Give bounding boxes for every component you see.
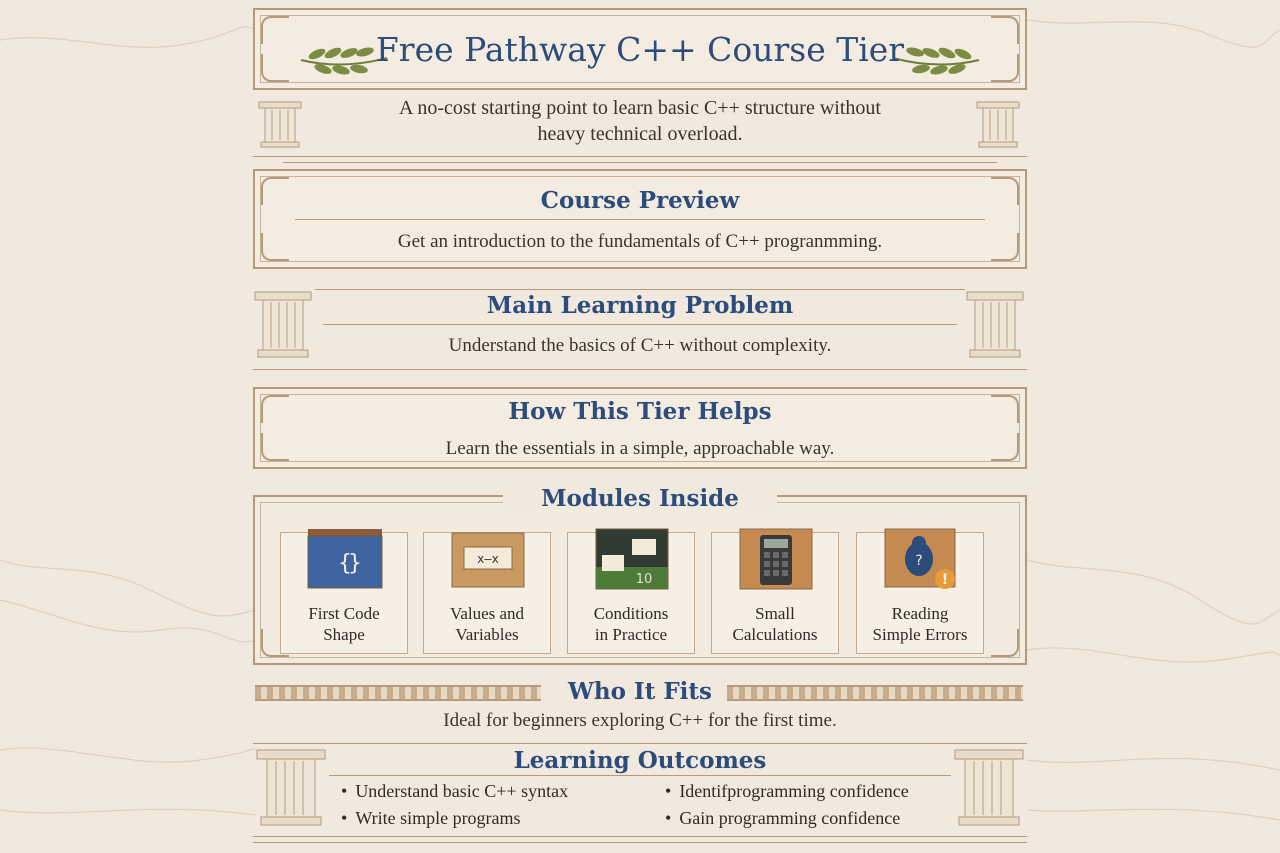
list-item: • Understand basic C++ syntax <box>341 778 568 805</box>
svg-text:{: { <box>338 551 352 576</box>
main-problem-title: Main Learning Problem <box>486 292 794 319</box>
module-label <box>281 603 407 645</box>
subtitle-line-1: A no-cost starting point to learn basic C++ structure without <box>399 97 881 119</box>
learning-outcomes-title: Learning Outcomes <box>513 747 767 774</box>
divider <box>253 836 1027 837</box>
course-preview-text: Get an introduction to the fundamentals of C++ progranmming. <box>397 231 883 252</box>
header-panel <box>253 8 1027 90</box>
course-preview-title: Course Preview <box>540 187 740 214</box>
corner-ornament <box>991 629 1019 657</box>
list-item: • Gain programming confidence <box>665 805 909 832</box>
course-preview-panel <box>253 169 1027 269</box>
module-card[interactable] <box>423 532 551 654</box>
module-label-line: First Code <box>308 604 380 623</box>
svg-text:!: ! <box>941 572 949 588</box>
module-label <box>424 603 550 645</box>
divider <box>283 162 997 163</box>
tier-helps-text: Learn the essentials in a simple, approachable way. <box>445 438 835 459</box>
module-label-line: Conditions <box>593 604 669 623</box>
module-label-line: in Practice <box>594 625 668 644</box>
divider <box>253 369 1027 370</box>
module-label-line: Values and <box>449 604 525 623</box>
module-card[interactable] <box>567 532 695 654</box>
subtitle-line-2: heavy technical overload. <box>537 123 743 145</box>
list-item: • Write simple programs <box>341 805 568 832</box>
outcomes-list-left <box>341 778 568 832</box>
module-card[interactable] <box>856 532 984 654</box>
module-label-line: Variables <box>455 625 519 644</box>
subtitle <box>253 95 1027 147</box>
divider <box>253 842 1027 843</box>
svg-text:?: ? <box>915 553 923 569</box>
module-label <box>857 603 983 645</box>
module-card[interactable] <box>711 532 839 654</box>
module-label <box>568 603 694 645</box>
svg-text:x—x: x—x <box>477 552 499 566</box>
who-it-fits-title: Who It Fits <box>568 678 712 705</box>
module-label-line: Shape <box>323 625 365 644</box>
content-column <box>253 0 1027 853</box>
svg-text:10: 10 <box>635 572 653 587</box>
module-label-line: Reading <box>891 604 949 623</box>
module-label-line: Small <box>755 604 795 623</box>
module-label-line: Calculations <box>732 625 818 644</box>
main-problem-text: Understand the basics of C++ without complexity. <box>448 335 832 356</box>
list-item: • Identifprogramming confidence <box>665 778 909 805</box>
module-label <box>712 603 838 645</box>
calculator-icon <box>738 527 814 593</box>
variables-card-icon <box>450 527 526 593</box>
who-it-fits-text: Ideal for beginners exploring C++ for the first time. <box>443 710 837 731</box>
tier-helps-panel <box>253 387 1027 469</box>
divider <box>315 289 965 290</box>
module-label-line: Simple Errors <box>872 625 968 644</box>
tier-helps-title: How This Tier Helps <box>508 398 772 425</box>
divider <box>253 156 1027 157</box>
divider <box>329 775 951 776</box>
bug-warning-icon <box>883 527 959 593</box>
outcomes-list-right <box>665 778 909 832</box>
divider <box>295 219 985 220</box>
page-title: Free Pathway C++ Course Tier <box>375 30 905 69</box>
module-card[interactable] <box>280 532 408 654</box>
chalkboard-icon <box>594 527 670 593</box>
svg-text:}: } <box>348 551 362 576</box>
modules-title: Modules Inside <box>541 485 739 512</box>
divider <box>323 324 957 325</box>
divider <box>253 743 1027 744</box>
code-braces-icon <box>307 527 383 593</box>
